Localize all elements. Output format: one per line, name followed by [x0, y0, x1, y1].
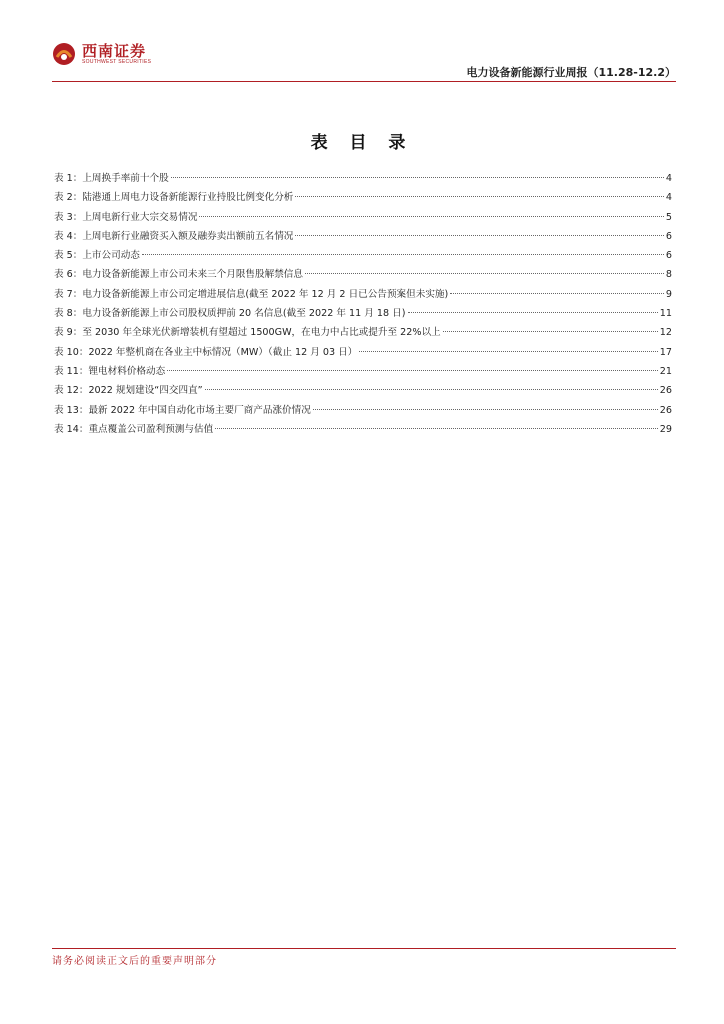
- toc-entry-label: 表 6：电力设备新能源上市公司未来三个月限售股解禁信息: [54, 269, 303, 281]
- toc-entry-page: 6: [665, 230, 672, 242]
- toc-leader-dots: [443, 331, 658, 332]
- logo-emblem-icon: [52, 42, 76, 66]
- toc-entry[interactable]: [54, 401, 672, 420]
- toc-leader-dots: [167, 370, 658, 371]
- toc-entry-label: 表 9：至 2030 年全球光伏新增装机有望超过 1500GW，在电力中占比或提升至 22%以上: [54, 327, 441, 339]
- toc-entry-label: 表 2：陆港通上周电力设备新能源行业持股比例变化分析: [54, 192, 294, 204]
- toc-entry-page: 26: [659, 404, 672, 416]
- toc-entry-page: 21: [659, 365, 672, 377]
- toc-entry-page: 4: [665, 192, 672, 204]
- toc-entry-label: 表 4：上周电新行业融资买入额及融券卖出额前五名情况: [54, 230, 294, 242]
- toc-entry-page: 26: [659, 385, 672, 397]
- company-logo: [52, 42, 151, 66]
- toc-leader-dots: [408, 312, 658, 313]
- toc-entry[interactable]: [54, 227, 672, 246]
- table-of-tables: [54, 169, 672, 439]
- toc-leader-dots: [215, 428, 658, 429]
- toc-entry-label: 表 3：上周电新行业大宗交易情况: [54, 211, 198, 223]
- toc-leader-dots: [171, 177, 664, 178]
- toc-entry-page: 29: [659, 423, 672, 435]
- toc-entry-label: 表 1：上周换手率前十个股: [54, 173, 169, 184]
- toc-entry[interactable]: [54, 246, 672, 265]
- toc-entry-page: 6: [665, 250, 672, 262]
- toc-leader-dots: [199, 216, 663, 217]
- toc-leader-dots: [305, 273, 664, 274]
- footer-divider: [52, 948, 676, 949]
- toc-entry[interactable]: [54, 304, 672, 323]
- logo-english-name: SOUTHWEST SECURITIES: [82, 58, 152, 65]
- toc-entry-label: 表 5：上市公司动态: [54, 250, 140, 262]
- toc-entry-page: 5: [665, 211, 672, 223]
- toc-leader-dots: [313, 409, 658, 410]
- toc-leader-dots: [295, 235, 663, 236]
- toc-entry-label: 表 14：重点覆盖公司盈利预测与估值: [54, 423, 214, 435]
- logo-chinese-name: 西南证券: [82, 41, 147, 60]
- toc-entry[interactable]: [54, 265, 672, 284]
- toc-entry[interactable]: [54, 343, 672, 362]
- toc-entry[interactable]: [54, 169, 672, 188]
- toc-leader-dots: [205, 389, 658, 390]
- toc-heading: 表 目 录: [310, 133, 414, 153]
- toc-entry-page: 17: [659, 346, 672, 358]
- toc-entry-page: 9: [665, 288, 672, 300]
- toc-entry[interactable]: [54, 208, 672, 227]
- toc-entry[interactable]: [54, 420, 672, 439]
- toc-leader-dots: [359, 351, 657, 352]
- toc-leader-dots: [295, 196, 663, 197]
- toc-entry[interactable]: [54, 381, 672, 400]
- toc-entry[interactable]: [54, 188, 672, 207]
- toc-leader-dots: [450, 293, 664, 294]
- header-divider: [52, 81, 676, 82]
- toc-entry-label: 表 13：最新 2022 年中国自动化市场主要厂商产品涨价情况: [54, 404, 311, 416]
- toc-entry-page: 4: [665, 173, 672, 184]
- toc-entry-label: 表 11：锂电材料价格动态: [54, 365, 166, 377]
- toc-entry-label: 表 8：电力设备新能源上市公司股权质押前 20 名信息(截至 2022 年 11 月 18 日): [54, 308, 406, 320]
- toc-entry-label: 表 12：2022 规划建设“四交四直”: [54, 385, 203, 397]
- toc-leader-dots: [142, 254, 664, 255]
- toc-entry[interactable]: [54, 285, 672, 304]
- toc-entry-label: 表 10：2022 年整机商在各业主中标情况（MW）（截止 12 月 03 日）: [54, 346, 358, 358]
- report-title: 电力设备新能源行业周报（11.28-12.2）: [466, 66, 676, 79]
- page-header: [52, 36, 676, 82]
- toc-entry-page: 11: [659, 308, 672, 320]
- footer-disclaimer: 请务必阅读正文后的重要声明部分: [52, 956, 217, 967]
- toc-entry-page: 8: [665, 269, 672, 281]
- toc-entry[interactable]: [54, 323, 672, 342]
- toc-entry-page: 12: [659, 327, 672, 339]
- toc-entry-label: 表 7：电力设备新能源上市公司定增进展信息(截至 2022 年 12 月 2 日已公告预案但未实施): [54, 288, 449, 300]
- toc-entry[interactable]: [54, 362, 672, 381]
